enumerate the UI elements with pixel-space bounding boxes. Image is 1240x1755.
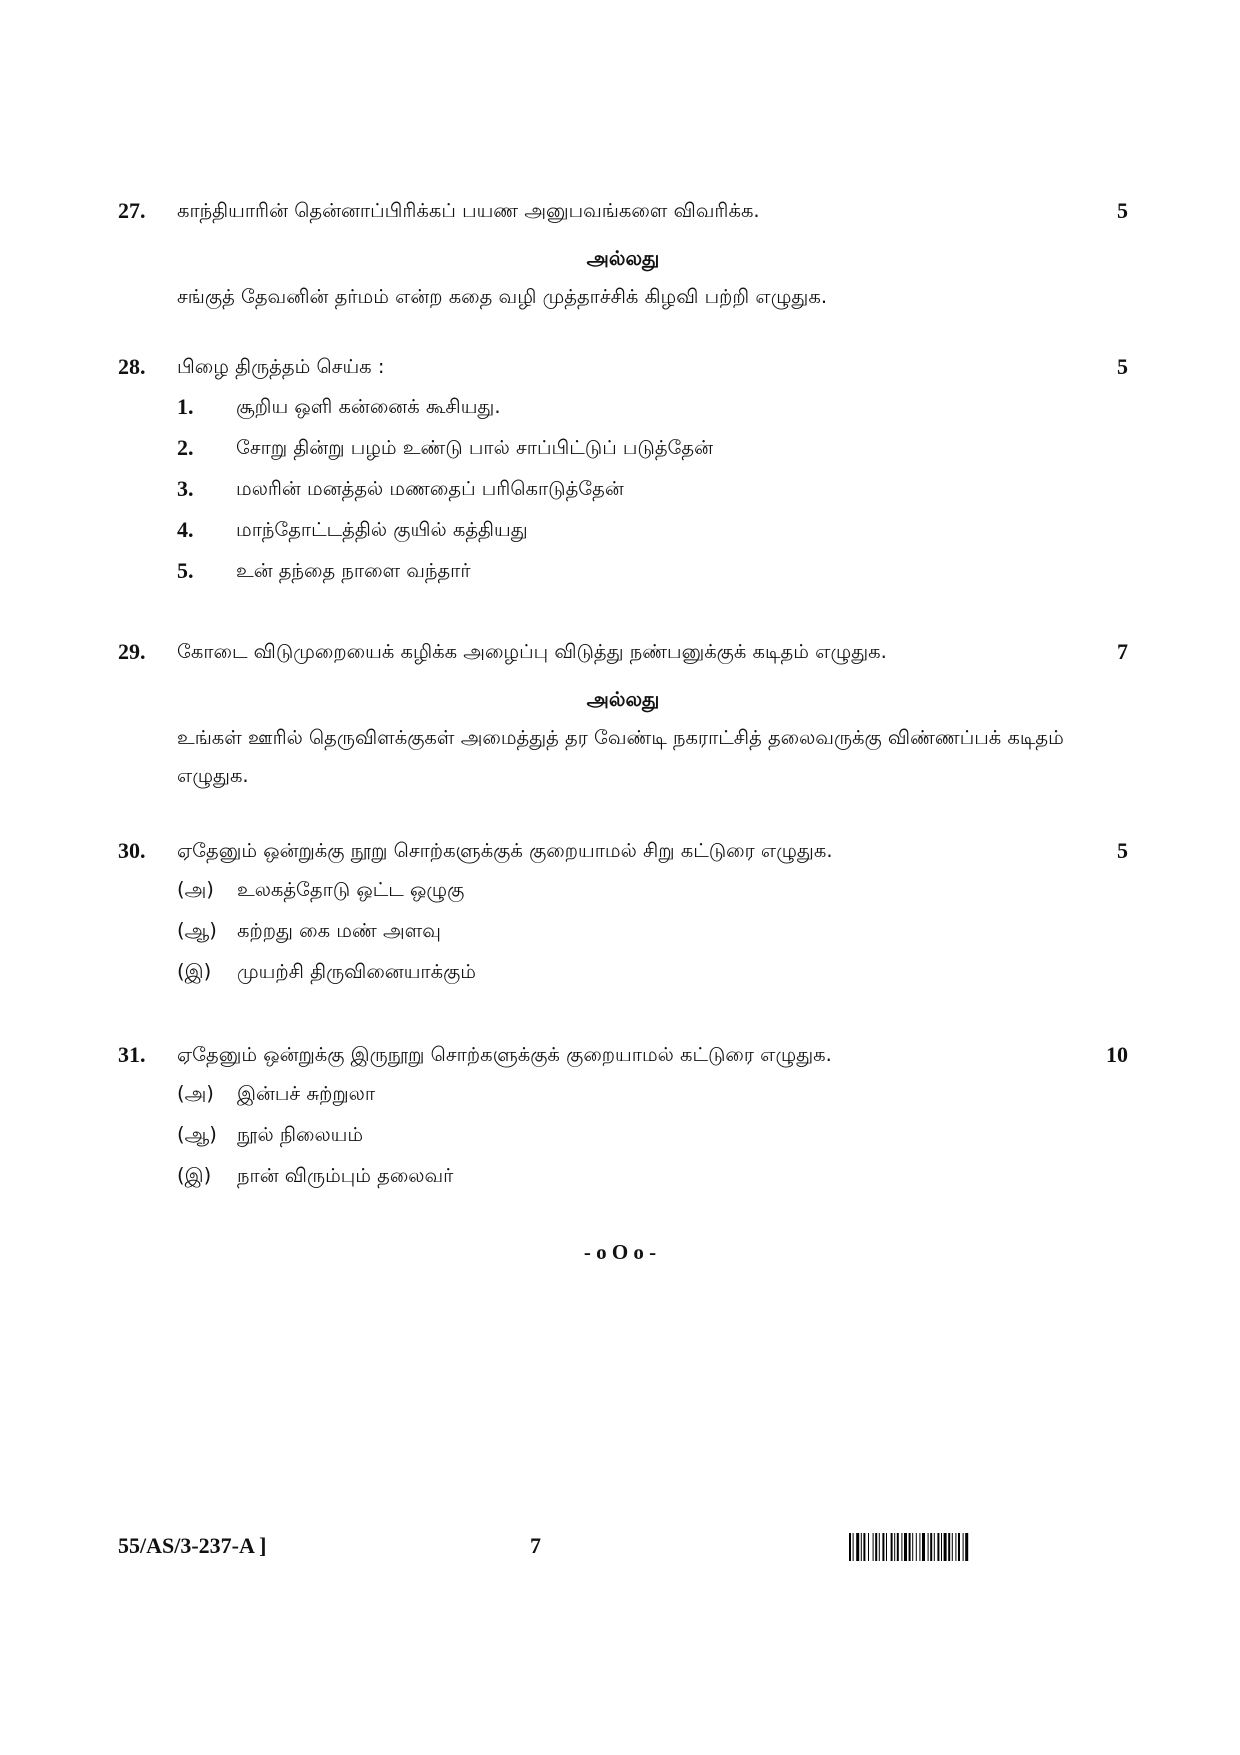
list-item [118,517,1128,558]
option-label: (ஆ) [177,1123,217,1146]
option-text: இன்பச் சுற்றுலா [237,1082,376,1105]
question-number: 28. [118,354,146,379]
option-text: நான் விரும்பும் தலைவர் [237,1164,454,1187]
option-label: (அ) [177,1082,214,1105]
question-marks: 5 [1117,354,1128,379]
question-marks: 5 [1117,838,1128,863]
list-item [118,435,1128,476]
question-marks: 10 [1106,1042,1128,1067]
question-number: 31. [118,1042,146,1067]
option-text: முயற்சி திருவினையாக்கும் [237,960,476,983]
item-number: 1. [177,394,194,419]
option-label: (இ) [177,1164,212,1187]
option-item [177,1123,1128,1164]
question-marks: 5 [1117,198,1128,223]
question-number: 29. [118,639,146,664]
question-31 [118,1042,1128,1205]
paper-code: 55/AS/3-237-A ] [118,1533,267,1558]
item-number: 3. [177,476,194,501]
question-marks: 7 [1117,639,1128,664]
question-27 [118,198,1128,316]
or-label: அல்லது [586,246,660,270]
end-mark: - o O o - [583,1240,657,1264]
option-item [177,960,1128,1001]
option-label: (அ) [177,878,214,901]
item-text: உன் தந்தை நாளை வந்தார் [236,559,471,582]
option-text: கற்றது கை மண் அளவு [237,919,441,942]
question-text: ஏதேனும் ஒன்றுக்கு இருநூறு சொற்களுக்குக் குறையாமல் கட்டுரை எழுதுக. [177,1043,832,1066]
option-label: (ஆ) [177,919,217,942]
item-text: சோறு தின்று பழம் உண்டு பால் சாப்பிட்டுப் படுத்தேன் [236,436,713,459]
item-text: மாந்தோட்டத்தில் குயில் கத்தியது [236,518,528,541]
question-28 [118,354,1128,599]
alternative-question: உங்கள் ஊரில் தெருவிளக்குகள் அமைத்துத் தர வேண்டி நகராட்சித் தலைவருக்கு விண்ணப்பக் கடிதம் எழுதுக. [177,726,1064,787]
question-text: பிழை திருத்தம் செய்க : [177,355,385,378]
question-text: கோடை விடுமுறையைக் கழிக்க அழைப்பு விடுத்து நண்பனுக்குக் கடிதம் எழுதுக. [177,640,887,663]
option-item [177,878,1128,919]
question-number: 27. [118,198,146,223]
option-label: (இ) [177,960,212,983]
question-number: 30. [118,838,146,863]
list-item [118,394,1128,435]
item-text: சூறிய ஒளி கன்னைக் கூசியது. [236,395,501,418]
question-text: ஏதேனும் ஒன்றுக்கு நூறு சொற்களுக்குக் குறையாமல் சிறு கட்டுரை எழுதுக. [177,839,833,862]
option-item [177,919,1128,960]
item-number: 4. [177,517,194,542]
or-label: அல்லது [586,687,660,711]
question-29 [118,639,1128,795]
barcode-icon [849,1533,1022,1561]
alternative-question: சங்குத் தேவனின் தர்மம் என்ற கதை வழி முத்தாச்சிக் கிழவி பற்றி எழுதுக. [177,285,828,308]
item-text: மலரின் மனத்தல் மணதைப் பரிகொடுத்தேன் [236,477,624,500]
option-text: உலகத்தோடு ஒட்ட ஒழுகு [237,878,465,901]
item-number: 5. [177,558,194,583]
page-number: 7 [530,1533,541,1558]
option-item [177,1082,1128,1123]
question-30 [118,838,1128,1001]
option-text: நூல் நிலையம் [237,1123,364,1146]
list-item [118,558,1128,599]
option-item [177,1164,1128,1205]
item-number: 2. [177,435,194,460]
question-text: காந்தியாரின் தென்னாப்பிரிக்கப் பயண அனுபவங்களை விவரிக்க. [177,199,760,222]
list-item [118,476,1128,517]
